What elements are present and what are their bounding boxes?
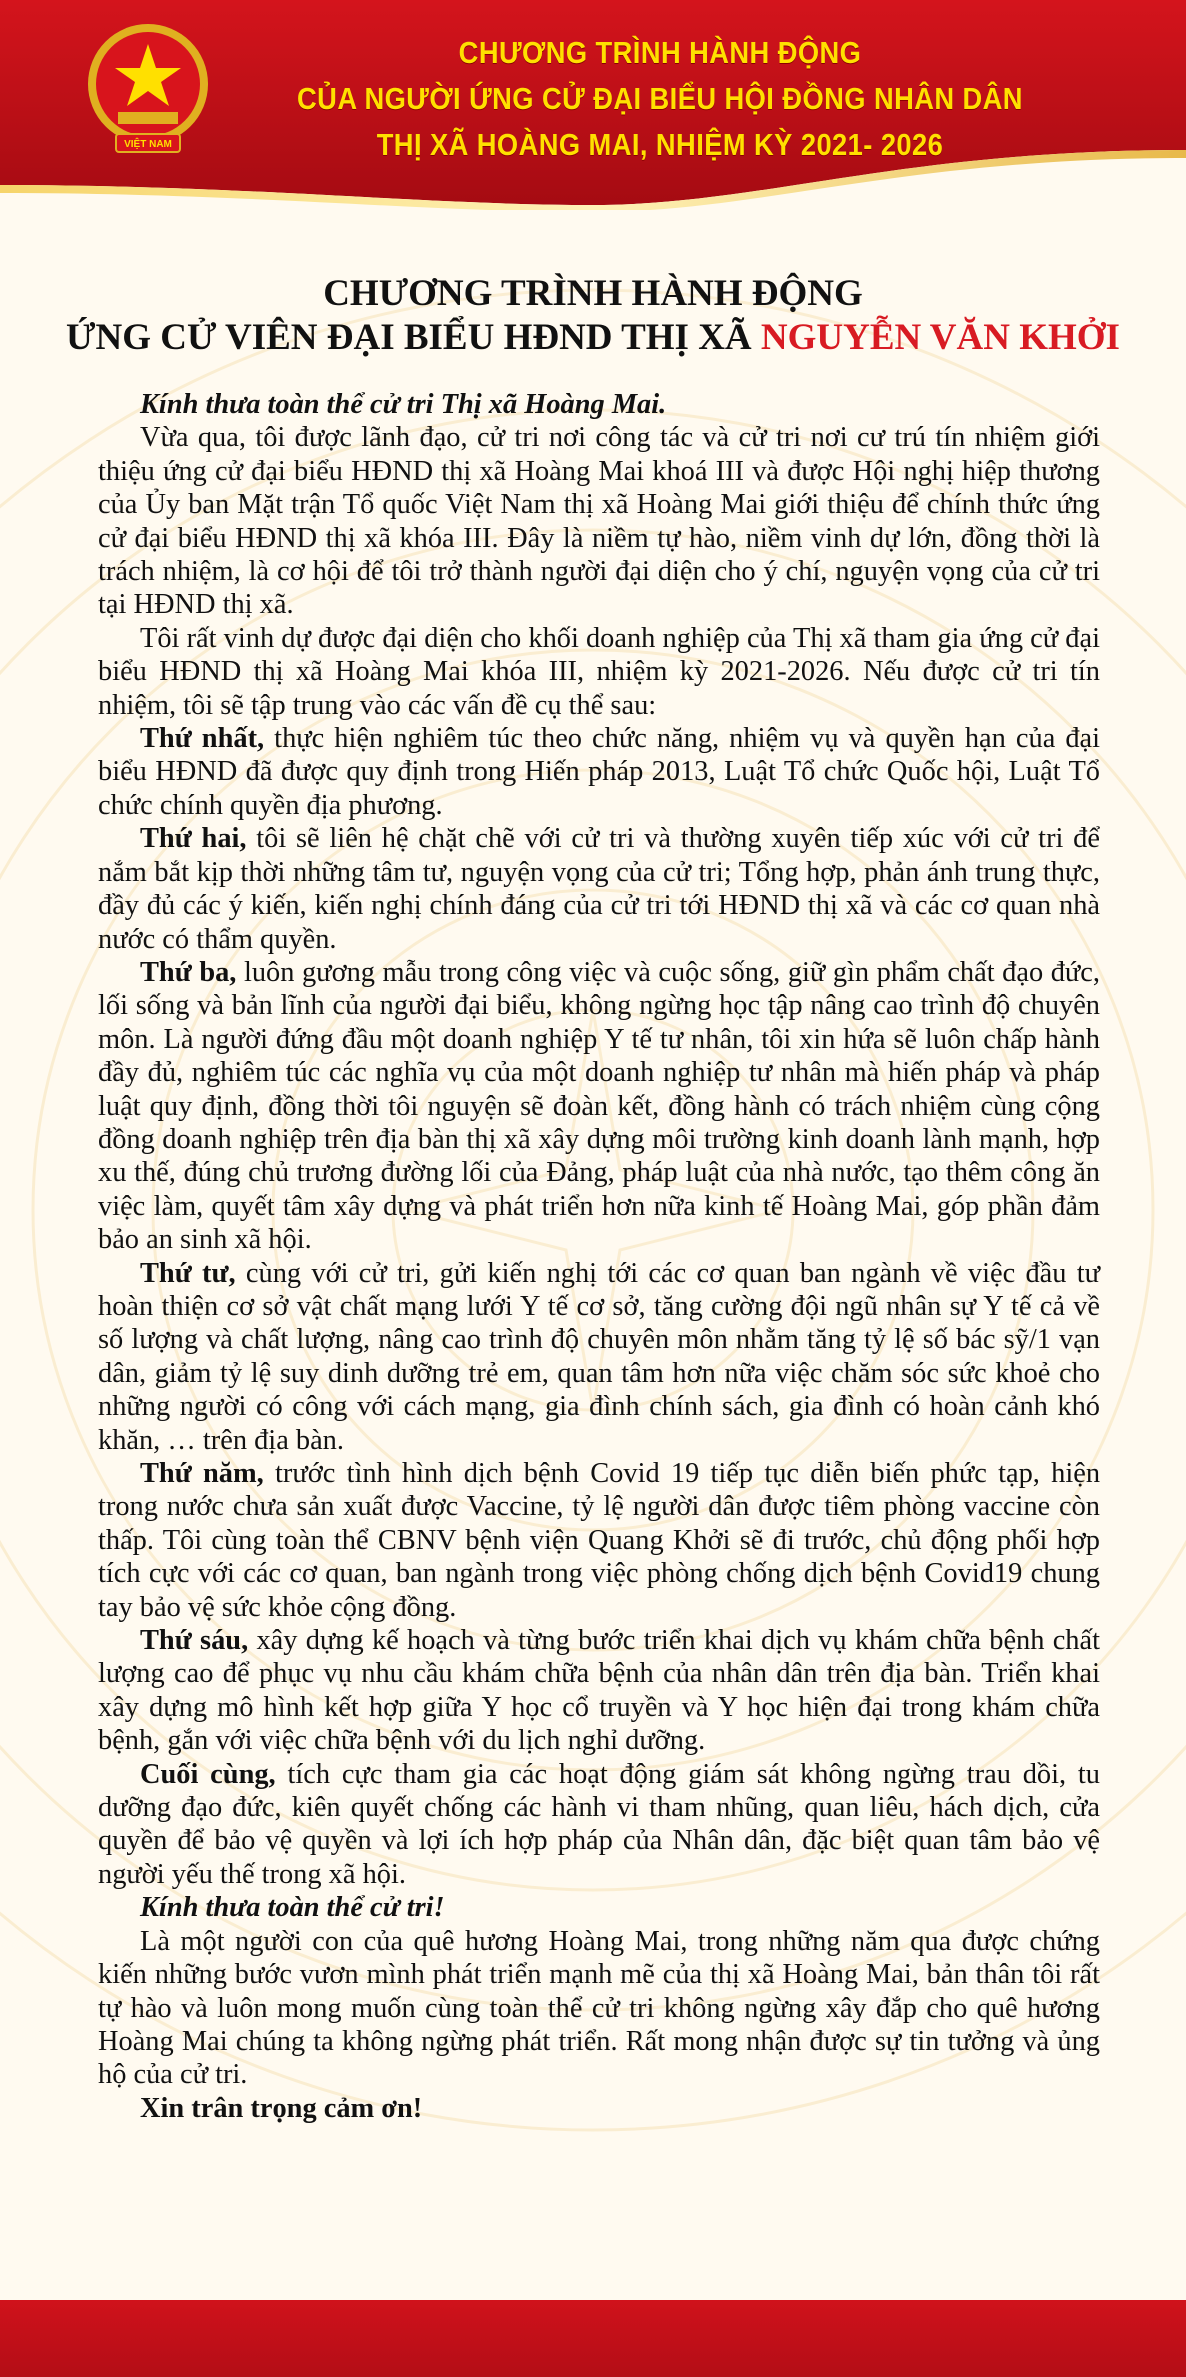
point-text: luôn gương mẫu trong công việc và cuộc sống, giữ gìn phẩm chất đạo đức, lối sống và bản lĩnh của người đại biểu, không ngừng học tập nâng cao trình độ chuyên môn. Là người đứng đầu một doanh nghiệp Y tế tư nhân, tôi xin hứa sẽ luôn chấp hành đầy đủ, nghiêm túc các nghĩa vụ của một doanh nghiệp tư nhân mà hiến pháp và pháp luật quy định, đồng thời tôi nguyện sẽ đoàn kết, đồng hành có trách nhiệm cùng cộng đồng doanh nghiệp trên địa bàn thị xã xây dựng môi trường kinh doanh lành mạnh, hợp xu thế, đúng chủ trương đường lối của Đảng, pháp luật của nhà nước, tạo thêm công ăn việc làm, quyết tâm xây dựng và phát triển hơn nữa kinh tế Hoàng Mai, góp phần đảm bảo an sinh xã hội. <box>98 956 1100 1256</box>
point-text: trước tình hình dịch bệnh Covid 19 tiếp tục diễn biến phức tạp, hiện trong nước chưa sản xuất được Vaccine, tỷ lệ người dân được tiêm phòng vaccine còn thấp. Tôi cùng toàn thể CBNV bệnh viện Quang Khởi sẽ đi trước, chủ động phối hợp tích cực với các cơ quan, ban ngành trong việc phòng chống dịch bệnh Covid19 chung tay bảo vệ sức khỏe cộng đồng. <box>98 1458 1101 1623</box>
footer-bar <box>0 2300 1186 2377</box>
point-paragraph <box>98 1758 1100 1892</box>
national-emblem-icon <box>78 16 218 166</box>
closing-paragraph: Là một người con của quê hương Hoàng Mai, trong những năm qua được chứng kiến những bước vươn mình phát triển mạnh mẽ của thị xã Hoàng Mai, bản thân tôi rất tự hào và luôn mong muốn cùng toàn thể cử tri không ngừng xây đắp cho quê hương Hoàng Mai chúng ta không ngừng phát triển. Rất mong nhận được sự tin tưởng và ủng hộ của cử tri. <box>98 1925 1100 2091</box>
header-line-1: CHƯƠNG TRÌNH HÀNH ĐỘNG <box>458 35 862 70</box>
point-lead: Thứ hai, <box>140 823 247 855</box>
point-text: thực hiện nghiêm túc theo chức năng, nhiệm vụ và quyền hạn của đại biểu HĐND đã được quy định trong Hiến pháp 2013, Luật Tổ chức Quốc hội, Luật Tổ chức chính quyền địa phương. <box>98 723 1101 821</box>
point-paragraph <box>98 722 1100 822</box>
header-line-2: CỦA NGƯỜI ỨNG CỬ ĐẠI BIỂU HỘI ĐỒNG NHÂN DÂN <box>297 81 1023 116</box>
point-paragraph <box>98 956 1100 1257</box>
point-text: tôi sẽ liên hệ chặt chẽ với cử tri và thường xuyên tiếp xúc với cử tri để nắm bắt kịp thời những tâm tư, nguyện vọng của cử tri; Tổng hợp, phản ánh trung thực, đầy đủ các ý kiến, kiến nghị chính đáng của cử tri tới HĐND thị xã và các cơ quan nhà nước có thẩm quyền. <box>98 823 1100 955</box>
greeting: Kính thưa toàn thể cử tri Thị xã Hoàng Mai. <box>140 389 667 420</box>
header-title <box>230 30 1090 168</box>
point-lead: Thứ sáu, <box>140 1625 249 1657</box>
thanks-line: Xin trân trọng cảm ơn! <box>140 2092 423 2124</box>
closing-greeting: Kính thưa toàn thể cử tri! <box>140 1892 445 1924</box>
document-title <box>0 272 1186 360</box>
header-banner <box>0 0 1186 210</box>
point-lead: Cuối cùng, <box>140 1758 276 1790</box>
intro-paragraph-1: Vừa qua, tôi được lãnh đạo, cử tri nơi công tác và cử tri nơi cư trú tín nhiệm giới thiệu ứng cử đại biểu HĐND thị xã Hoàng Mai khoá III và được Hội nghị hiệp thương của Ủy ban Mặt trận Tổ quốc Việt Nam thị xã Hoàng Mai giới thiệu để chính thức ứng cử đại biểu HĐND thị xã khóa III. Đây là niềm tự hào, niềm vinh dự lớn, đồng thời là trách nhiệm, là cơ hội để tôi trở thành người đại diện cho ý chí, nguyện vọng của cử tri tại HĐND thị xã. <box>98 422 1100 621</box>
point-text: tích cực tham gia các hoạt động giám sát không ngừng trau dồi, tu dưỡng đạo đức, kiên quyết chống các hành vi tham nhũng, quan liêu, hách dịch, cửa quyền để bảo vệ quyền và lợi ích hợp pháp của Nhân dân, đặc biệt quan tâm bảo vệ người yếu thế trong xã hội. <box>98 1758 1100 1890</box>
point-text: xây dựng kế hoạch và từng bước triển khai dịch vụ khám chữa bệnh chất lượng cao để phục vụ nhu cầu khám chữa bệnh của nhân dân trên địa bàn. Triển khai xây dựng mô hình kết hợp giữa Y học cổ truyền và Y học hiện đại trong khám chữa bệnh, gắn với việc chữa bệnh với du lịch nghỉ dưỡng. <box>98 1625 1100 1757</box>
point-lead: Thứ nhất, <box>140 723 265 755</box>
point-lead: Thứ tư, <box>140 1257 236 1289</box>
candidate-name: NGUYỄN VĂN KHỞI <box>760 317 1120 358</box>
header-line-3: THỊ XÃ HOÀNG MAI, NHIỆM KỲ 2021- 2026 <box>376 127 944 162</box>
emblem-label: VIỆT NAM <box>124 139 172 150</box>
point-text: cùng với cử tri, gửi kiến nghị tới các cơ quan ban ngành về việc đầu tư hoàn thiện cơ sở vật chất mạng lưới Y tế cơ sở, tăng cường đội ngũ nhân sự Y tế cả về số lượng và chất lượng, nâng cao trình độ chuyên môn nhằm tăng tỷ lệ số bác sỹ/1 vạn dân, giảm tỷ lệ suy dinh dưỡng trẻ em, quan tâm hơn nữa việc chăm sóc sức khoẻ cho những người có công với cách mạng, gia đình chính sách, gia đình có hoàn cảnh khó khăn, … trên địa bàn. <box>98 1257 1100 1456</box>
point-lead: Thứ ba, <box>140 956 237 988</box>
point-paragraph <box>98 822 1100 956</box>
point-paragraph <box>98 1457 1100 1624</box>
intro-paragraph-2: Tôi rất vinh dự được đại diện cho khối doanh nghiệp của Thị xã tham gia ứng cử đại biểu HĐND thị xã Hoàng Mai khóa III, nhiệm kỳ 2021-2026. Nếu được cử tri tín nhiệm, tôi sẽ tập trung vào các vấn đề cụ thể sau: <box>98 622 1100 721</box>
title-line-2 <box>0 316 1186 360</box>
title-prefix: ỨNG CỬ VIÊN ĐẠI BIỂU HĐND THỊ XÃ <box>66 317 761 358</box>
point-paragraph <box>98 1624 1100 1758</box>
title-line-1: CHƯƠNG TRÌNH HÀNH ĐỘNG <box>323 273 863 314</box>
point-paragraph <box>98 1257 1100 1457</box>
point-lead: Thứ năm, <box>140 1458 264 1489</box>
document-body <box>98 388 1100 2125</box>
